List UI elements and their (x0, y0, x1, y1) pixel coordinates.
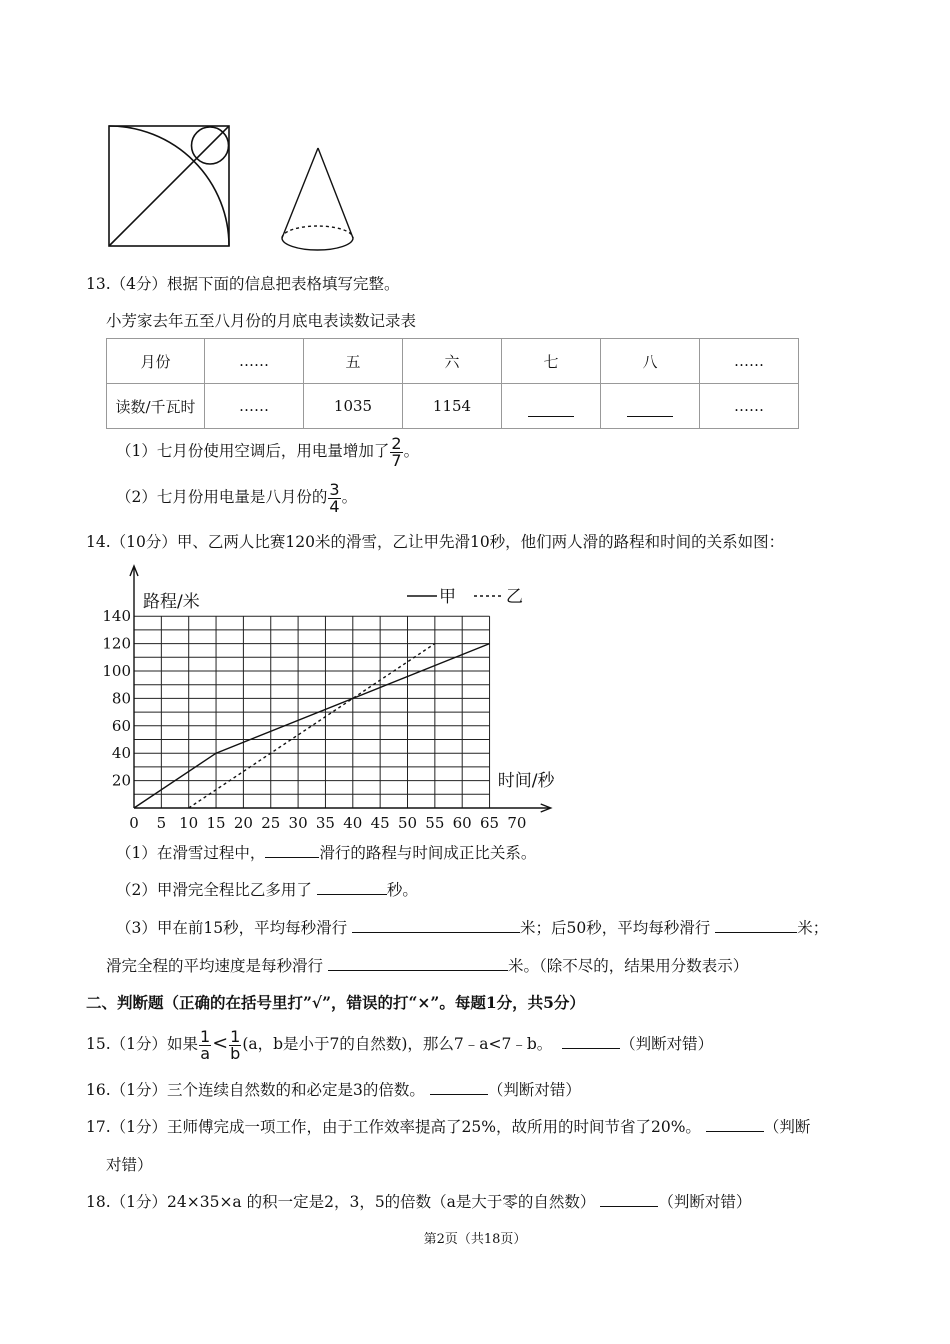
answer-blank[interactable] (528, 402, 574, 417)
q13-sub1 (116, 431, 419, 471)
distance-time-chart (95, 560, 615, 835)
answer-blank[interactable] (715, 918, 797, 933)
x-tick-label: 40 (343, 814, 363, 832)
x-tick-label: 5 (156, 814, 167, 832)
q18-text: 18.（1分）24×35×a 的积一定是2，3，5的倍数（a是大于零的自然数） (86, 1193, 596, 1211)
q13-sub1-text: （1）七月份使用空调后，用电量增加了 (116, 442, 390, 460)
cone-left-edge (282, 148, 318, 238)
q14-s3-text-d: 滑完全程的平均速度是每秒滑行 (106, 957, 324, 975)
section2-title: 二、判断题（正确的在括号里打”√”，错误的打“×”。每题1分，共5分） (86, 993, 585, 1012)
y-tick-label: 140 (102, 607, 131, 626)
answer-blank[interactable] (706, 1117, 764, 1132)
page-footer: 第2页（共18页） (423, 1232, 527, 1247)
q14-sub1 (116, 843, 536, 863)
q15-middle: (a，b是小于7的自然数)，那么7﹣a<7﹣b。 (242, 1035, 553, 1053)
answer-blank[interactable] (352, 918, 520, 933)
answer-blank[interactable] (627, 402, 673, 417)
table-cell: 月份 (107, 339, 205, 384)
answer-blank[interactable] (328, 956, 508, 971)
y-tick-label: 60 (111, 716, 131, 735)
x-tick-label: 65 (480, 814, 500, 832)
table-cell: …… (700, 339, 799, 384)
q14-s1-text-b: 滑行的路程与时间成正比关系。 (319, 844, 537, 862)
table-cell: 五 (304, 339, 403, 384)
q14-s2-text-b: 秒。 (386, 881, 418, 899)
table-cell: 八 (601, 339, 700, 384)
q15-prefix: 15.（1分）如果 (86, 1035, 199, 1053)
q18-suffix: （判断对错） (658, 1193, 752, 1211)
x-tick-label: 15 (206, 814, 226, 832)
frac-den: 4 (329, 496, 340, 516)
q13-stem: 13.（4分）根据下面的信息把表格填写完整。 (86, 275, 400, 293)
blank-august-cell[interactable] (601, 384, 700, 429)
x-tick-label: 0 (129, 814, 139, 832)
q17 (86, 1117, 810, 1137)
frac-den: a (200, 1043, 211, 1063)
q14-s1-text-a: （1）在滑雪过程中， (116, 844, 266, 862)
cone-figure (282, 148, 353, 250)
x-tick-label: 50 (397, 814, 418, 832)
x-tick-label: 10 (179, 814, 199, 832)
table-cell: 七 (502, 339, 601, 384)
fraction-1-b (229, 1026, 241, 1063)
cone-base-back (282, 226, 353, 238)
square-diagonal (109, 126, 229, 246)
answer-blank[interactable] (600, 1192, 658, 1207)
q14-s3-text-e: 米。（除不尽的，结果用分数表示） (507, 957, 749, 975)
q16 (86, 1080, 581, 1100)
answer-blank[interactable] (265, 843, 319, 858)
table-cell: …… (205, 384, 304, 429)
fraction-1-a (199, 1026, 211, 1063)
y-tick-label: 120 (102, 634, 131, 653)
x-axis-label: 时间/秒 (497, 771, 555, 791)
q14-sub3 (116, 918, 828, 938)
table-cell: 1154 (403, 384, 502, 429)
q15 (86, 1023, 713, 1063)
q13-table-title: 小芳家去年五至八月份的月底电表读数记录表 (106, 312, 417, 330)
y-axis-label: 路程/米 (143, 592, 200, 612)
fraction-2-7 (390, 433, 402, 470)
frac-den: 7 (391, 450, 402, 470)
q13-sub1-suffix: 。 (403, 442, 420, 460)
table-row-month (107, 339, 799, 384)
q13-sub2-suffix: 。 (341, 488, 358, 506)
q14-sub3-cont (106, 956, 748, 976)
frac-num: 2 (391, 433, 402, 453)
q14-s2-text-a: （2）甲滑完全程比乙多用了 (116, 881, 312, 899)
q14-s3-text-c: 米； (797, 919, 829, 937)
answer-blank[interactable] (562, 1034, 620, 1049)
frac-num: 1 (230, 1026, 241, 1046)
q17-cont: 对错） (106, 1156, 153, 1174)
y-tick-label: 20 (111, 771, 131, 790)
legend-label: 甲 (439, 587, 456, 607)
x-tick-label: 35 (315, 814, 335, 832)
q18 (86, 1192, 751, 1212)
fraction-3-4 (328, 479, 340, 516)
x-tick-label: 20 (233, 814, 253, 832)
table-cell: 1035 (304, 384, 403, 429)
frac-num: 3 (329, 479, 340, 499)
blank-july-cell[interactable] (502, 384, 601, 429)
x-tick-label: 60 (452, 814, 472, 832)
table-cell: …… (205, 339, 304, 384)
table-cell: 读数/千瓦时 (107, 384, 205, 429)
q14-s3-text-a: （3）甲在前15秒，平均每秒滑行 (116, 919, 348, 937)
square-figure (109, 126, 229, 246)
q16-text: 16.（1分）三个连续自然数的和必定是3的倍数。 (86, 1081, 425, 1099)
cone-base-front (282, 238, 353, 250)
x-tick-label: 55 (425, 814, 445, 832)
answer-blank[interactable] (430, 1080, 488, 1095)
q13-sub2-text: （2）七月份用电量是八月份的 (116, 488, 328, 506)
q13-sub2 (116, 477, 357, 517)
x-tick-label: 45 (370, 814, 390, 832)
x-tick-label: 30 (288, 814, 308, 832)
legend-label: 乙 (506, 587, 523, 607)
q17-text: 17.（1分）王师傅完成一项工作，由于工作效率提高了25%，故所用的时间节省了20%。 (86, 1118, 701, 1136)
cone-right-edge (318, 148, 353, 238)
less-than-sign: < (212, 1032, 229, 1054)
table-cell: 六 (403, 339, 502, 384)
frac-num: 1 (200, 1026, 211, 1046)
q14-stem: 14.（10分）甲、乙两人比赛120米的滑雪，乙让甲先滑10秒，他们两人滑的路程和时间的关系如图： (86, 533, 785, 551)
geometry-figures (100, 118, 370, 258)
q16-suffix: （判断对错） (487, 1081, 581, 1099)
meter-table (106, 338, 799, 429)
y-tick-label: 80 (111, 689, 131, 708)
y-tick-label: 40 (111, 744, 131, 763)
q15-suffix: （判断对错） (620, 1035, 714, 1053)
table-row-reading (107, 384, 799, 429)
x-tick-label: 25 (261, 814, 281, 832)
frac-den: b (230, 1043, 241, 1063)
x-tick-label: 70 (507, 814, 527, 832)
table-cell: …… (700, 384, 799, 429)
q14-s3-text-b: 米；后50秒，平均每秒滑行 (520, 919, 711, 937)
q14-sub2 (116, 880, 418, 900)
answer-blank[interactable] (317, 880, 387, 895)
q17-suffix: （判断 (763, 1118, 811, 1136)
y-tick-label: 100 (102, 662, 131, 680)
